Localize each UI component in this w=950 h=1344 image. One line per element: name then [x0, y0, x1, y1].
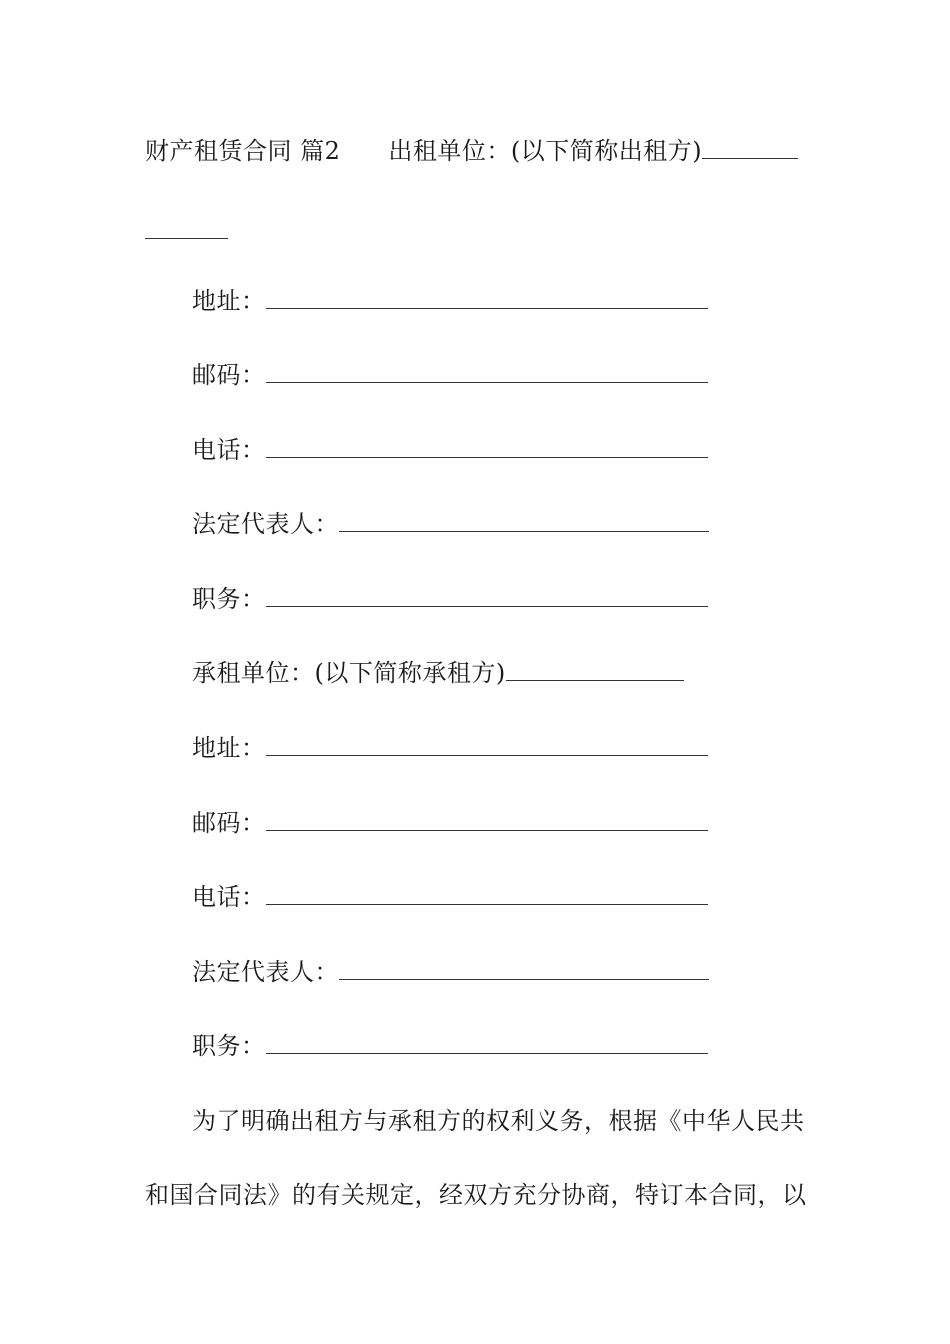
lessor-name-blank-continued: [145, 216, 228, 246]
lessor-intro: 出租单位：(以下简称出租方): [388, 137, 703, 165]
fill-blank: [266, 829, 708, 831]
lessee-address-field: [192, 733, 708, 763]
lessor-legal-rep-field: [192, 509, 709, 539]
fill-blank: [266, 605, 708, 607]
field-label: 地址：: [192, 287, 266, 315]
field-label: 地址：: [192, 734, 266, 762]
document-heading: 财产租赁合同 篇2: [145, 137, 341, 165]
fill-blank: [339, 530, 709, 532]
lessee-name-blank: [506, 679, 684, 681]
fill-blank: [266, 456, 708, 458]
lessor-address-field: [192, 286, 708, 316]
lessor-postcode-field: [192, 360, 708, 390]
fill-blank: [266, 754, 708, 756]
lessee-phone-field: [192, 882, 708, 912]
field-label: 职务：: [192, 1032, 266, 1060]
heading-line: [145, 136, 798, 166]
paragraph-line-2: 和国合同法》的有关规定，经双方充分协商，特订本合同，以: [145, 1181, 807, 1209]
lessee-position-field: [192, 1031, 708, 1061]
field-label: 邮码：: [192, 809, 266, 837]
field-label: 法定代表人：: [192, 510, 339, 538]
lessor-name-blank-2: [145, 237, 228, 239]
lessee-intro-line: [192, 658, 684, 688]
field-label: 电话：: [192, 883, 266, 911]
field-label: 电话：: [192, 436, 266, 464]
lessor-name-blank: [702, 157, 798, 159]
fill-blank: [266, 903, 708, 905]
fill-blank: [339, 978, 709, 980]
field-label: 法定代表人：: [192, 958, 339, 986]
field-label: 邮码：: [192, 361, 266, 389]
lessee-legal-rep-field: [192, 957, 709, 987]
fill-blank: [266, 307, 708, 309]
lessee-postcode-field: [192, 808, 708, 838]
lessor-phone-field: [192, 435, 708, 465]
fill-blank: [266, 1052, 708, 1054]
fill-blank: [266, 381, 708, 383]
field-label: 职务：: [192, 585, 266, 613]
lessee-intro: 承租单位：(以下简称承租方): [192, 659, 506, 687]
lessor-position-field: [192, 584, 708, 614]
paragraph-line-1: 为了明确出租方与承租方的权利义务，根据《中华人民共: [192, 1107, 805, 1135]
